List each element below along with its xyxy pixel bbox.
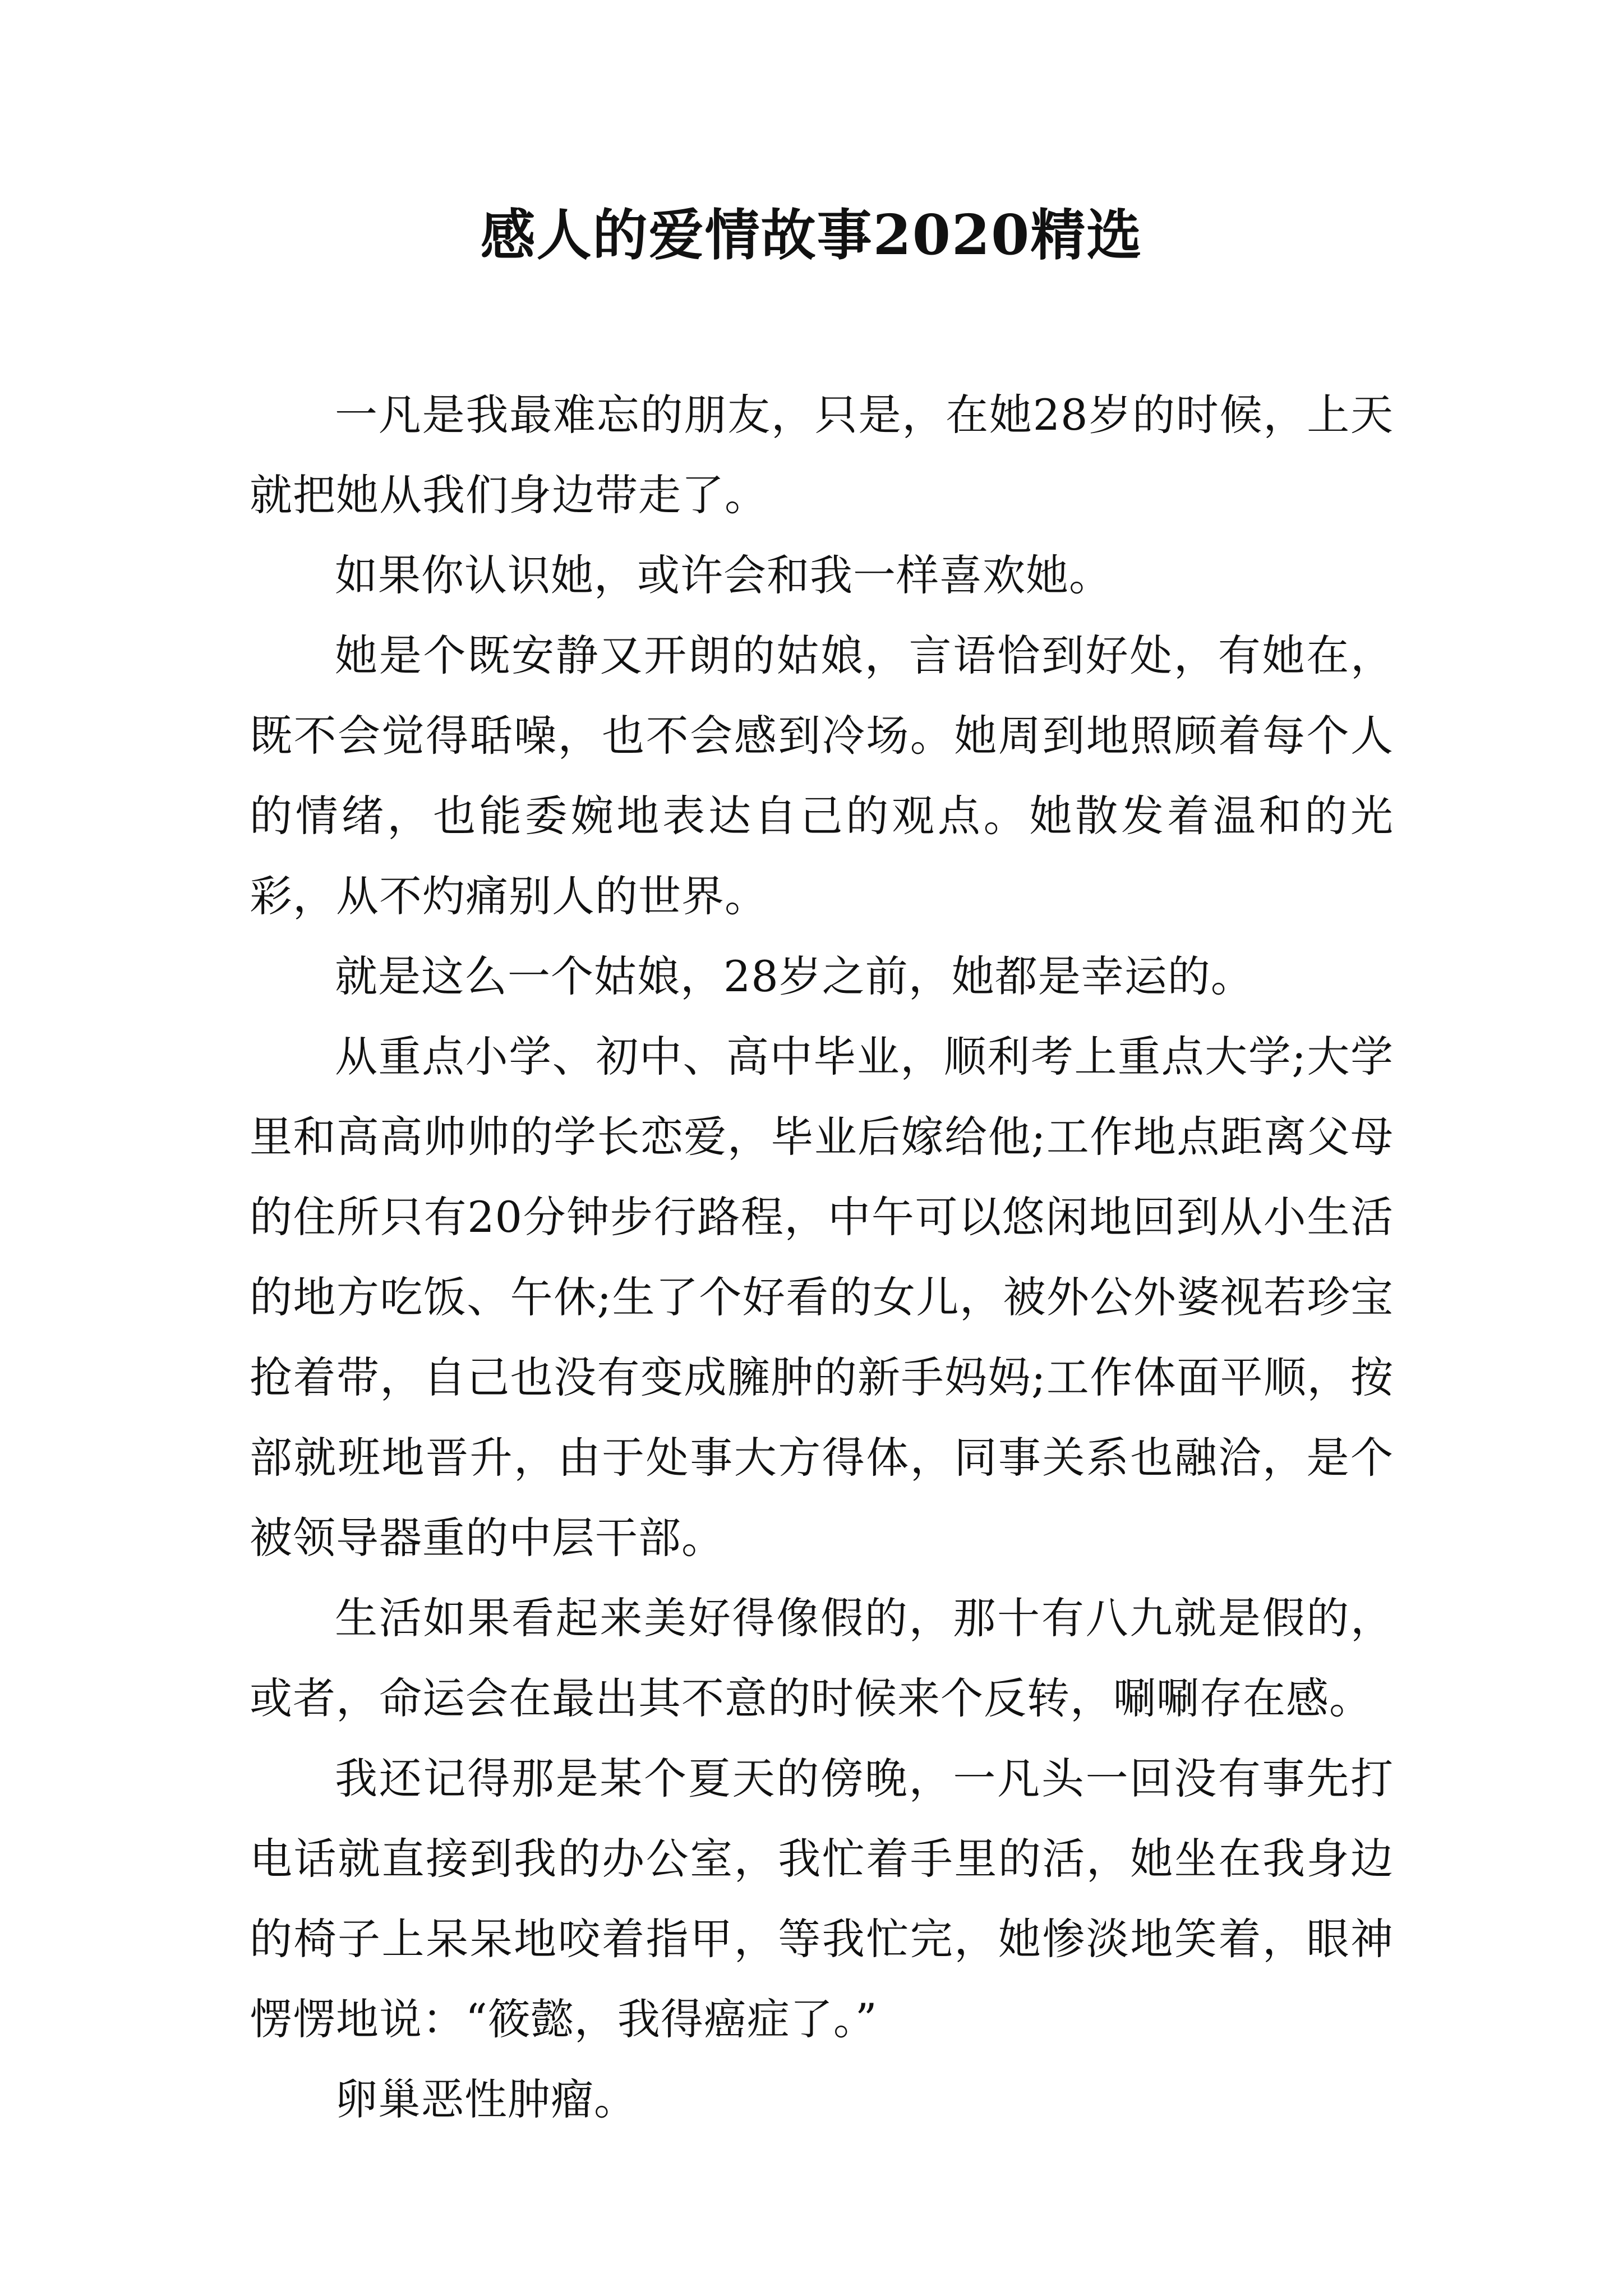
paragraph: 如果你认识她，或许会和我一样喜欢她。 bbox=[335, 550, 1112, 600]
document-body bbox=[250, 375, 1394, 2139]
paragraph: 我还记得那是某个夏天的傍晚，一凡头一回没有事先打电话就直接到我的办公室，我忙着手里的活，她坐在我身边的椅子上呆呆地咬着指甲，等我忙完，她惨淡地笑着，眼神愣愣地说：“筱懿，我得癌症了。” bbox=[250, 1754, 1394, 2044]
paragraph: 一凡是我最难忘的朋友，只是，在她28岁的时候，上天就把她从我们身边带走了。 bbox=[250, 390, 1394, 520]
document-title: 感人的爱情故事2020精选 bbox=[480, 203, 1143, 268]
paragraph: 生活如果看起来美好得像假的，那十有八九就是假的，或者，命运会在最出其不意的时候来个反转，唰唰存在感。 bbox=[250, 1593, 1394, 1723]
paragraph: 她是个既安静又开朗的姑娘，言语恰到好处，有她在，既不会觉得聒噪，也不会感到冷场。她周到地照顾着每个人的情绪，也能委婉地表达自己的观点。她散发着温和的光彩，从不灼痛别人的世界。 bbox=[250, 631, 1394, 921]
paragraph: 从重点小学、初中、高中毕业，顺利考上重点大学;大学里和高高帅帅的学长恋爱，毕业后嫁给他;工作地点距离父母的住所只有20分钟步行路程，中午可以悠闲地回到从小生活的地方吃饭、午休;生了个好看的女儿，被外公外婆视若珍宝抢着带，自己也没有变成臃肿的新手妈妈;工作体面平顺，按部就班地晋升，由于处事大方得体，同事关系也融洽，是个被领导器重的中层干部。 bbox=[250, 1032, 1394, 1563]
paragraph: 就是这么一个姑娘，28岁之前，她都是幸运的。 bbox=[335, 951, 1254, 1001]
paragraph: 卵巢恶性肿瘤。 bbox=[335, 2074, 637, 2124]
